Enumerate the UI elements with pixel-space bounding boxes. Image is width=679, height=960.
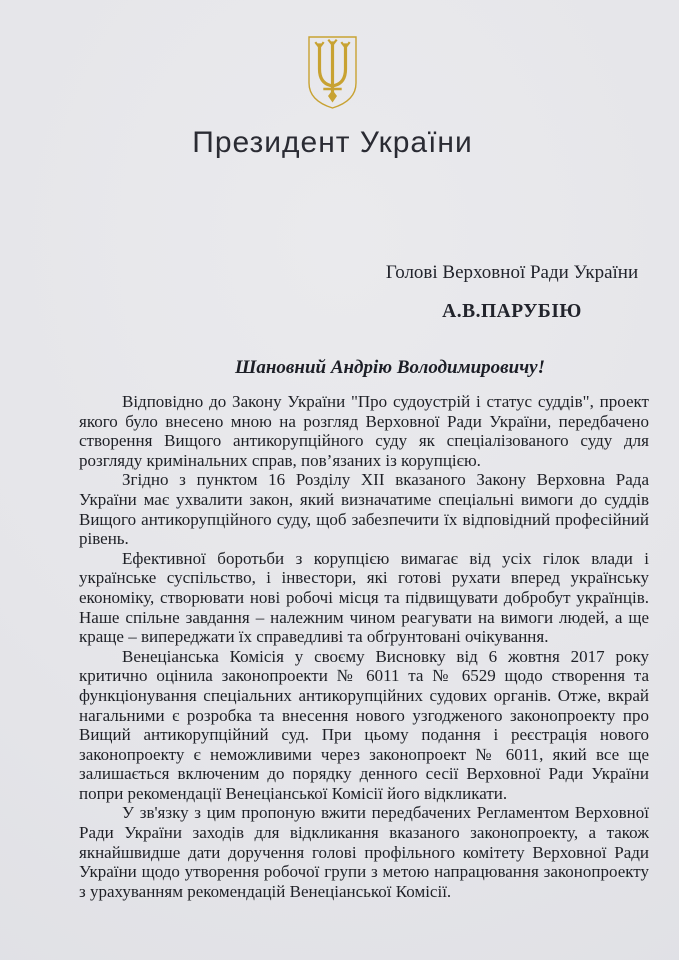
salutation: Шановний Андрію Володимировичу! (234, 357, 546, 378)
recipient-block (378, 262, 646, 323)
paragraph-2: Згідно з пунктом 16 Розділу XII вказаного Закону Верховна Рада України має ухвалити закон, який визначатиме спеціальні вимоги до суддів Вищого антикорупційного суду, щоб забезпечити їх відповідний професійний рівень. (79, 470, 649, 549)
paragraph-4: Венеціанська Комісія у своєму Висновку від 6 жовтня 2017 року критично оцінила законопроекти № 6011 та № 6529 щодо створення та функціонування спеціальних антикорупційних судових органів. Отже, вкрай нагальними є розробка та внесення нового узгодженого законопроекту про Вищий антикорупційний суд. При цьому подання і реєстрація нового законопроекту є неможливими через законопроект № 6011, який все ще залишається включеним до порядку денного сесії Верховної Ради України попри рекомендації Венеціанської Комісії його відкликати. (79, 646, 649, 803)
letterhead-title: Президент України (192, 126, 473, 159)
recipient-role: Голові Верховної Ради України (385, 262, 639, 283)
recipient-name: А.В.ПАРУБІЮ (442, 301, 582, 322)
paragraph-3: Ефективної боротьби з корупцією вимагає від усіх гілок влади і українське суспільство, і інвестори, які готові рухати вперед українську економіку, створювати нові робочі місця та підвищувати добробут українців. Наше спільне завдання – належним чином реагувати на вимоги людей, а ще краще – випереджати їх справедливі та обґрунтовані очікування. (79, 548, 649, 647)
paragraph-5: У зв'язку з цим пропоную вжити передбачених Регламентом Верховної Ради України заходів для відкликання вказаного законопроекту, а також якнайшвидше дати доручення голові профільного комітету Верховної Ради України щодо утворення робочої групи з метою напрацювання законопроекту з урахуванням рекомендацій Венеціанської Комісії. (79, 803, 649, 901)
letterhead (0, 34, 679, 160)
paragraph-1: Відповідно до Закону України "Про судоустрій і статус суддів", проект якого було внесено мною на розгляд Верховної Ради України, передбачено створення Вищого антикорупційного суду як спеціалізованого суду для розгляду кримінальних справ, пов’язаних із корупцією. (79, 392, 649, 470)
ukraine-trident-emblem-icon (304, 34, 361, 111)
letter-body (79, 392, 649, 901)
